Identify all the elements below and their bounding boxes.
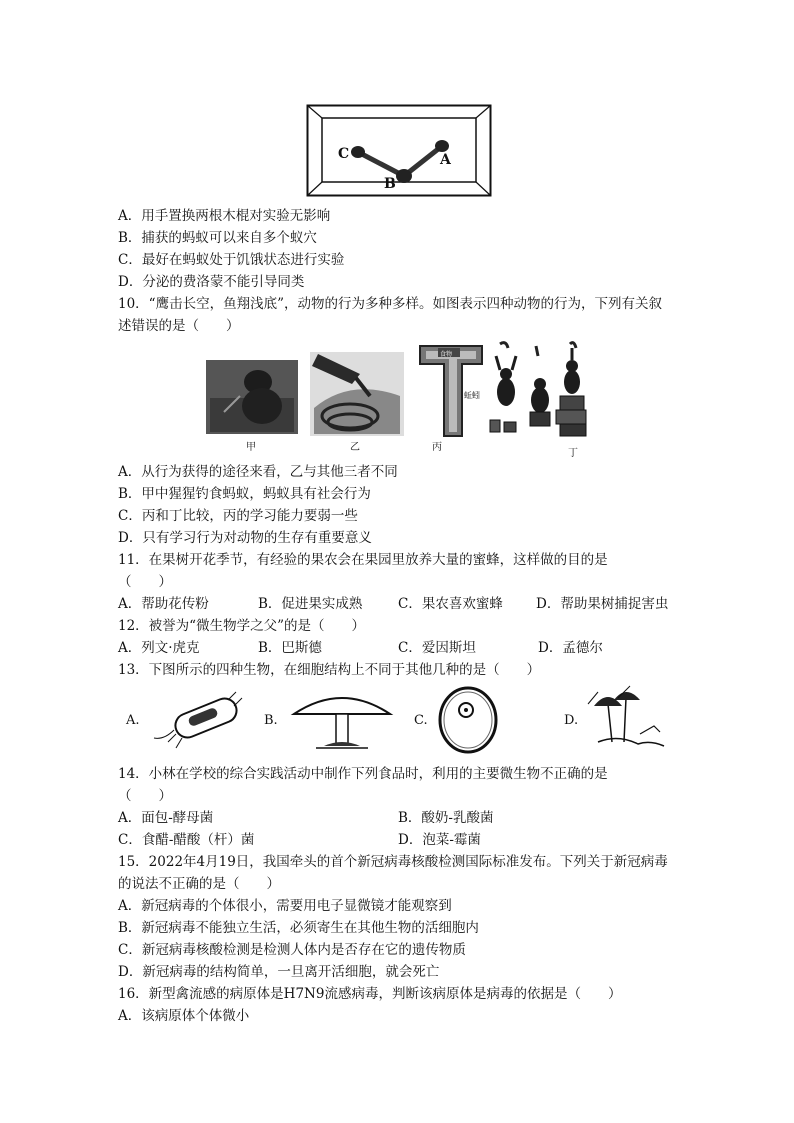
q13-bacterium-image [154, 692, 242, 748]
q11-stem-line1: 11．在果树开花季节，有经验的果农会在果园里放养大量的蜜蜂，这样做的目的是 [118, 552, 608, 568]
q14-stem-line2: （ ） [118, 788, 172, 804]
q10-panel-bing-image [420, 346, 482, 436]
q10-option-a: A．从行为获得的途径来看，乙与其他三者不同 [118, 464, 398, 480]
q14-option-d: D．泡菜-霉菌 [398, 832, 481, 848]
q9-label-b: B [384, 176, 396, 192]
q14-stem-line1: 14．小林在学校的综合实践活动中制作下列食品时，利用的主要微生物不正确的是 [118, 766, 608, 782]
q12-option-c: C．爱因斯坦 [398, 640, 476, 656]
q10-panel-ding-image [490, 343, 586, 436]
q10-panel-yi-image [310, 352, 404, 436]
q10-option-d: D．只有学习行为对动物的生存有重要意义 [118, 530, 372, 546]
q14-option-b: B．酸奶-乳酸菌 [398, 810, 494, 826]
q15-option-d: D．新冠病毒的结构简单，一旦离开活细胞，就会死亡 [118, 964, 440, 980]
q10-panel-ding-label: 丁 [568, 448, 578, 459]
q12-option-b: B．巴斯德 [258, 640, 322, 656]
q13-yeast-cell-image [440, 688, 496, 752]
q11-option-d: D．帮助果树捕捉害虫 [536, 596, 669, 612]
q9-label-c: C [338, 146, 350, 162]
q10-figure-behaviors [200, 338, 596, 462]
q15-option-a: A．新冠病毒的个体很小，需要用电子显微镜才能观察到 [118, 898, 452, 914]
q16-option-a: A．该病原体个体微小 [118, 1008, 250, 1024]
q10-earthworm-tag: 蚯蚓 [464, 391, 480, 400]
q10-panel-jia-image [206, 360, 298, 434]
q13-label-d: D. [564, 713, 579, 728]
q13-figure-organisms [118, 684, 678, 756]
q16-stem: 16．新型禽流感的病原体是H7N9流感病毒，判断该病原体是病毒的依据是（ ） [118, 986, 622, 1002]
q15-stem-line2: 的说法不正确的是（ ） [118, 876, 280, 892]
q13-label-a: A. [126, 713, 140, 728]
q10-panel-yi-label: 乙 [350, 442, 360, 453]
q12-option-d: D．孟德尔 [538, 640, 603, 656]
q10-stem-line1: 10．“鹰击长空，鱼翔浅底”，动物的行为多种多样。如图表示四种动物的行为，下列有关叙 [118, 296, 662, 312]
q15-option-c: C．新冠病毒核酸检测是检测人体内是否存在它的遗传物质 [118, 942, 466, 958]
q13-mushroom-image [294, 698, 390, 748]
q10-stem-line2: 述错误的是（ ） [118, 318, 240, 334]
q10-food-tag: 食物 [440, 351, 453, 358]
q10-panel-jia-label: 甲 [246, 442, 256, 453]
q11-option-b: B．促进果实成熟 [258, 596, 363, 612]
q13-mold-image [588, 686, 664, 746]
q9-option-b: B．捕获的蚂蚁可以来自多个蚁穴 [118, 230, 317, 246]
q9-option-a: A．用手置换两根木棍对实验无影响 [118, 208, 331, 224]
q13-label-c: C. [414, 713, 428, 728]
q10-option-b: B．甲中猩猩钓食蚂蚁，蚂蚁具有社会行为 [118, 486, 371, 502]
q15-stem-line1: 15．2022年4月19日，我国牵头的首个新冠病毒核酸检测国际标准发布。下列关于新冠病毒 [118, 854, 668, 870]
q12-stem: 12．被誉为“微生物学之父”的是（ ） [118, 618, 365, 634]
q9-option-c: C．最好在蚂蚁处于饥饿状态进行实验 [118, 252, 345, 268]
q14-option-a: A．面包-酵母菌 [118, 810, 214, 826]
q9-figure-tray [306, 104, 492, 198]
q13-label-b: B. [264, 713, 278, 728]
q10-panel-bing-label: 丙 [432, 442, 442, 453]
q11-option-a: A．帮助花传粉 [118, 596, 209, 612]
q14-option-c: C．食醋-醋酸（杆）菌 [118, 832, 255, 848]
q12-option-a: A．列文·虎克 [118, 640, 200, 656]
q13-stem: 13．下图所示的四种生物，在细胞结构上不同于其他几种的是（ ） [118, 662, 541, 678]
q15-option-b: B．新冠病毒不能独立生活，必须寄生在其他生物的活细胞内 [118, 920, 479, 936]
q11-option-c: C．果农喜欢蜜蜂 [398, 596, 503, 612]
q9-label-a: A [440, 152, 451, 168]
q9-option-d: D．分泌的费洛蒙不能引导同类 [118, 274, 305, 290]
q11-stem-line2: （ ） [118, 574, 172, 590]
q10-option-c: C．丙和丁比较，丙的学习能力要弱一些 [118, 508, 358, 524]
